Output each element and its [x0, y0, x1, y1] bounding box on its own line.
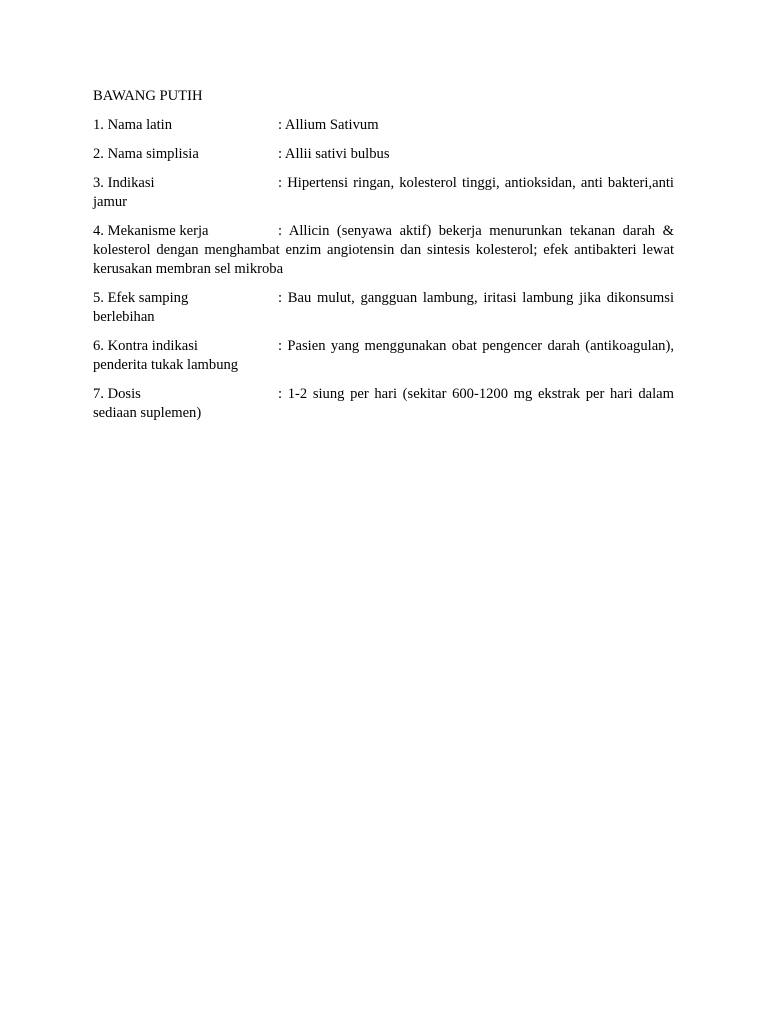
entry-label: 6. Kontra indikasi	[93, 338, 198, 354]
entry-separator: :	[278, 117, 283, 133]
entry-mekanisme-kerja	[93, 222, 674, 279]
entry-nama-latin	[93, 116, 674, 135]
entry-label: 7. Dosis	[93, 386, 141, 402]
entry-kontra-indikasi	[93, 337, 674, 375]
entry-indikasi	[93, 174, 674, 212]
entry-value: Hipertensi ringan, kolesterol tinggi, antioksidan, anti bakteri,anti jamur	[93, 175, 674, 210]
entry-separator: :	[278, 146, 283, 162]
entry-separator: :	[278, 338, 283, 354]
entry-dosis	[93, 385, 674, 423]
entry-label: 5. Efek samping	[93, 290, 189, 306]
entry-label: 3. Indikasi	[93, 175, 155, 191]
entry-value: Allicin (senyawa aktif) bekerja menurunkan tekanan darah & kolesterol dengan menghambat enzim angiotensin dan sintesis kolesterol; efek antibakteri lewat kerusakan membran sel mikroba	[93, 223, 675, 277]
entry-value: Allium Sativum	[284, 117, 379, 133]
entry-separator: :	[278, 175, 283, 191]
entry-value: 1-2 siung per hari (sekitar 600-1200 mg ekstrak per hari dalam sediaan suplemen)	[93, 386, 675, 421]
entry-label: 2. Nama simplisia	[93, 146, 199, 162]
document-title: BAWANG PUTIH	[93, 88, 203, 104]
entry-separator: :	[278, 223, 283, 239]
entry-value: Allii sativi bulbus	[284, 146, 390, 162]
entry-value: Pasien yang menggunakan obat pengencer darah (antikoagulan), penderita tukak lambung	[93, 338, 674, 373]
entry-label: 1. Nama latin	[93, 117, 173, 133]
entry-label: 4. Mekanisme kerja	[93, 223, 209, 239]
entry-value: Bau mulut, gangguan lambung, iritasi lambung jika dikonsumsi berlebihan	[93, 290, 675, 325]
document-body	[93, 87, 674, 433]
entry-separator: :	[278, 386, 283, 402]
entry-separator: :	[278, 290, 283, 306]
entry-efek-samping	[93, 289, 674, 327]
entry-nama-simplisia	[93, 145, 674, 164]
